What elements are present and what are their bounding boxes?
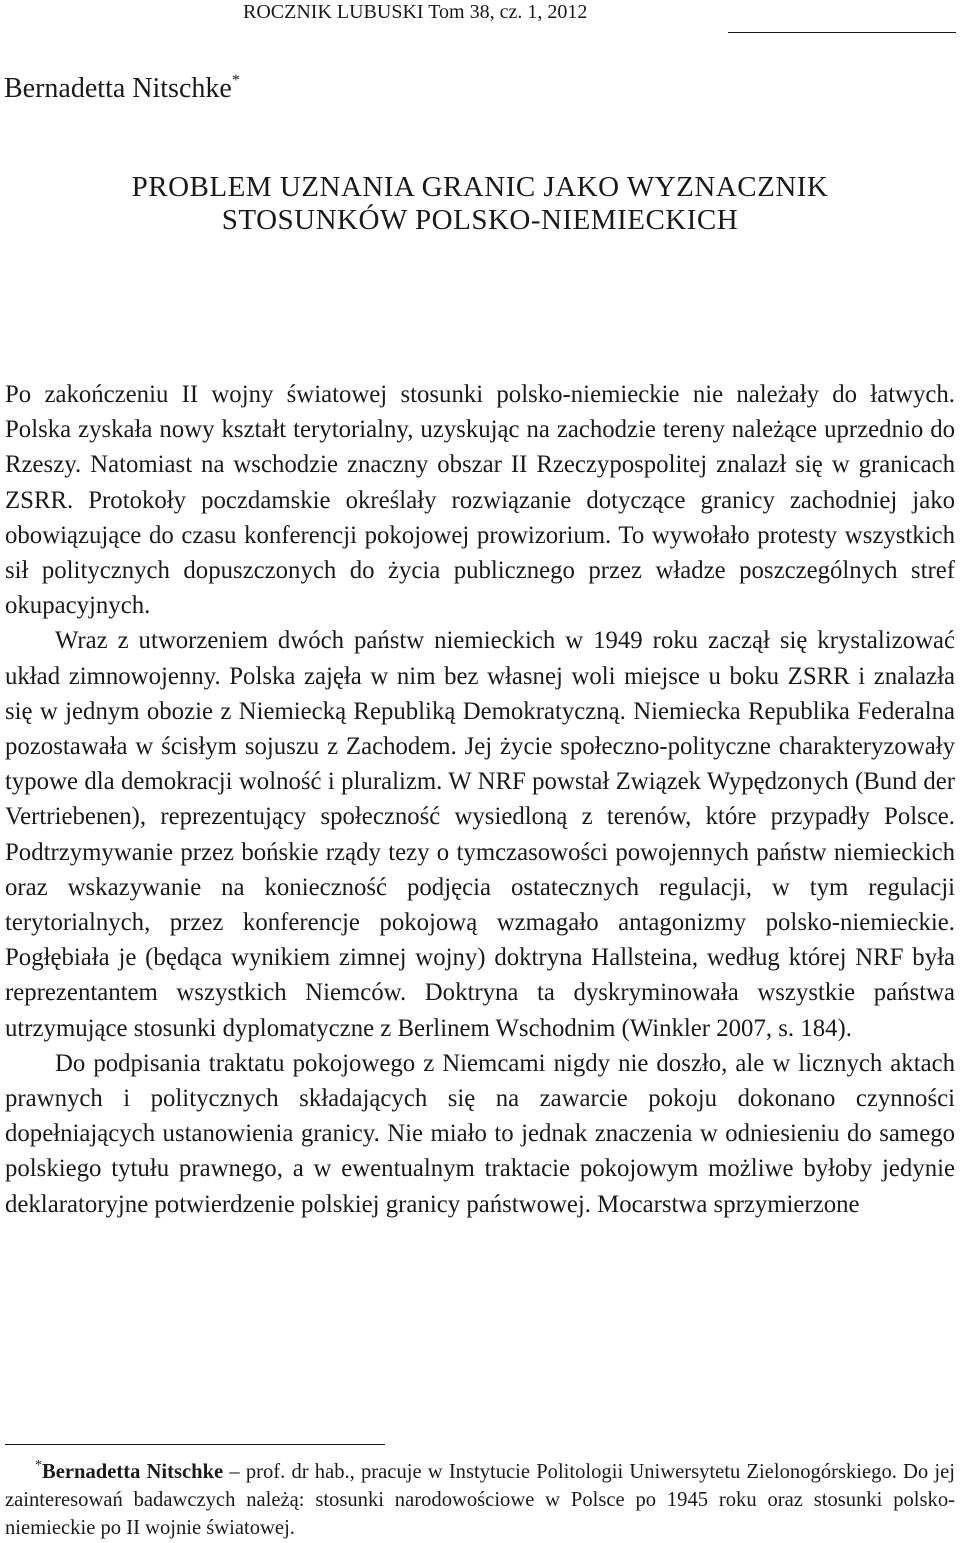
- journal-info: ROCZNIK LUBUSKI Tom 38, cz. 1, 2012: [243, 1, 588, 23]
- paragraph-2: Wraz z utworzeniem dwóch państw niemieckich w 1949 roku zaczął się krystalizować układ zimnowojenny. Polska zajęła w nim bez własnej woli miejsce u boku ZSRR i znalazła się w jednym obozie z Niemiecką Republiką Demokratyczną. Niemiecka Republika Federalna pozostawała w ścisłym sojuszu z Zachodem. Jej życie społeczno-polityczne charakteryzowały typowe dla demokracji wolność i pluralizm. W NRF powstał Związek Wypędzonych (Bund der Vertriebenen), reprezentujący społeczność wysiedloną z terenów, które przypadły Polsce. Podtrzymywanie przez bońskie rządy tezy o tymczasowości powojennych państw niemieckich oraz wskazywanie na konieczność podjęcia ostatecznych regulacji, w tym regulacji terytorialnych, przez konferencje pokojową wzmagało antagonizmy polsko-niemieckie. Pogłębiała je (będąca wynikiem zimnej wojny) doktryna Hallsteina, według której NRF była reprezentantem wszystkich Niemców. Doktryna ta dyskryminowała wszystkie państwa utrzymujące stosunki dyplomatyczne z Berlinem Wschodnim (Winkler 2007, s. 184).: [5, 627, 955, 1042]
- paragraph-3: Do podpisania traktatu pokojowego z Niemcami nigdy nie doszło, ale w licznych aktach prawnych i politycznych składających się na zawarcie pokoju dokonano czynności dopełniających ustanowienia granicy. Nie miało to jednak znaczenia w odniesieniu do samego polskiego tytułu prawnego, a w ewentualnym traktacie pokojowym możliwe byłoby jedynie deklaratoryjne potwierdzenie polskiej granicy państwowej. Mocarstwa sprzymierzone: [5, 1049, 955, 1218]
- author-text: Bernadetta Nitschke: [4, 73, 232, 104]
- footnote-text: – prof. dr hab., pracuje w Instytucie Politologii Uniwersytetu Zielonogórskiego. Do jej zainteresowań badawczych należą: stosunki narodowościowe w Polsce po 1945 roku oraz stosunki polsko-niemieckie po II wojnie światowej.: [5, 1461, 955, 1539]
- header-rule: [728, 32, 956, 33]
- author-footnote-mark: *: [231, 72, 240, 89]
- author-name: [4, 64, 240, 106]
- paragraph-1: Po zakończeniu II wojny światowej stosunki polsko-niemieckie nie należały do łatwych. Polska zyskała nowy kształt terytorialny, uzyskując na zachodzie tereny należące uprzednio do Rzeszy. Natomiast na wschodzie znaczny obszar II Rzeczypospolitej znalazł się w granicach ZSRR. Protokoły poczdamskie określały rozwiązanie dotyczące granicy zachodniej jako obowiązujące do czasu konferencji pokojowej prowizorium. To wywołało protesty wszystkich sił politycznych dopuszczonych do życia publicznego przez władze poszczególnych stref okupacyjnych.: [5, 381, 955, 620]
- article-body: [5, 377, 955, 1222]
- title-line-2: STOSUNKÓW POLSKO-NIEMIECKICH: [221, 204, 739, 236]
- title-line-1: PROBLEM UZNANIA GRANIC JAKO WYZNACZNIK: [131, 171, 829, 203]
- running-header: [0, 0, 960, 34]
- footnote: [5, 1452, 955, 1542]
- footnote-paragraph: [5, 1452, 955, 1542]
- footnote-rule: [5, 1444, 385, 1445]
- footnote-author: Bernadetta Nitschke: [42, 1461, 224, 1483]
- footnote-mark: *: [35, 1458, 42, 1473]
- article-title: [0, 171, 960, 237]
